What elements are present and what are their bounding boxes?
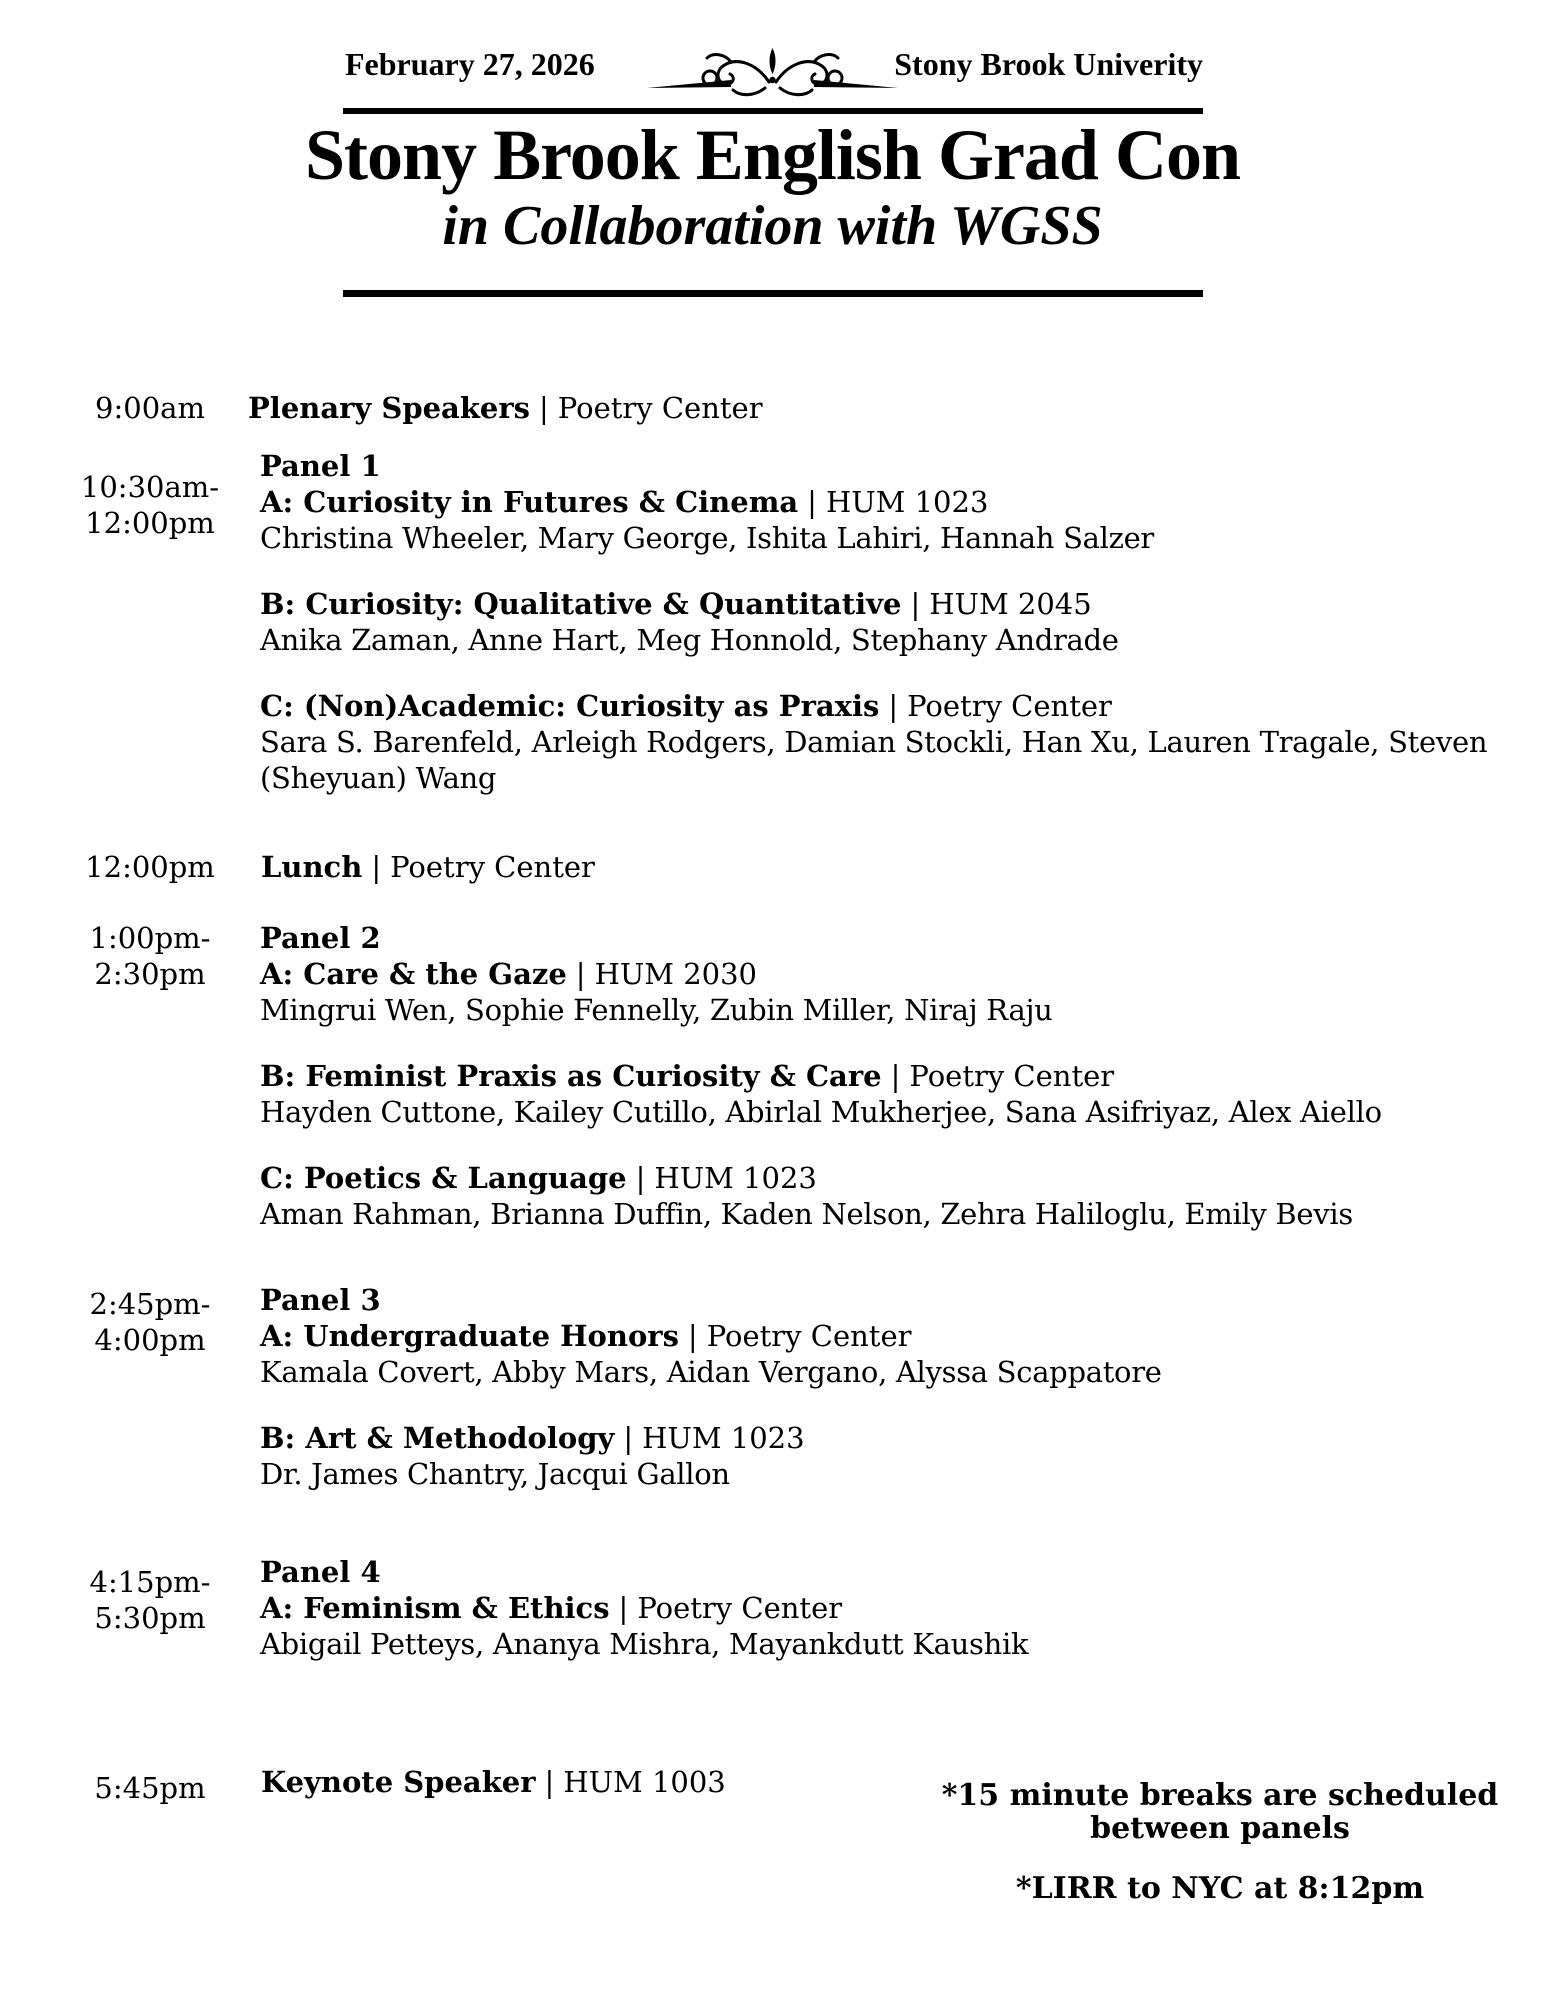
event-location: Poetry Center [390,850,595,884]
lirr-note: *LIRR to NYC at 8:12pm [1015,1871,1425,1906]
time-line: 10:30am- [80,470,220,504]
session-head [260,484,1495,520]
schedule-row-panel2 [0,920,1545,1232]
masthead-institution: Stony Brook Univerity [894,46,1203,82]
session-title: B: Curiosity: Qualitative & Quantitative [260,587,902,621]
session-title: A: Undergraduate Honors [260,1319,679,1353]
time-label [60,849,240,885]
session-location: Poetry Center [706,1319,912,1353]
breaks-note-line1: *15 minute breaks are scheduled [941,1778,1499,1813]
separator: | [544,1765,555,1799]
session-head [260,586,1495,622]
time-line: 2:30pm [94,957,206,991]
time-label [60,1564,240,1636]
session [260,586,1495,658]
event-content [261,849,1496,885]
session-speakers: Dr. James Chantry, Jacqui Gallon [260,1457,730,1491]
time-line: 5:45pm [94,1771,206,1805]
session [260,1058,1495,1130]
panel-content [260,920,1495,1232]
session [260,1590,1495,1662]
session-speakers: Mingrui Wen, Sophie Fennelly, Zubin Miller, Niraj Raju [260,993,1053,1027]
header-divider-top [343,108,1203,114]
time-line: 4:15pm- [89,1565,211,1599]
breaks-note-line2: between panels [1090,1811,1350,1846]
time-line: 12:00pm [85,850,215,884]
session-speakers: Aman Rahman, Brianna Duffin, Kaden Nelson, Zehra Haliloglu, Emily Bevis [260,1197,1353,1231]
session-title: B: Feminist Praxis as Curiosity & Care [260,1059,882,1093]
time-label [60,920,240,992]
session-head [260,1590,1495,1626]
time-label [60,390,240,426]
session [260,1420,1495,1492]
flourish-ornament-icon [645,40,900,104]
schedule-row-plenary [0,390,1545,426]
session [260,956,1495,1028]
session-title: A: Curiosity in Futures & Cinema [260,485,799,519]
schedule-row-panel3 [0,1282,1545,1492]
session-title: A: Feminism & Ethics [260,1591,610,1625]
panel-content [260,1554,1495,1662]
panel-name: Panel 3 [260,1283,381,1317]
header-divider-bottom [343,290,1203,297]
session [260,688,1495,796]
time-line: 4:00pm [94,1323,206,1357]
separator: | [618,1591,629,1625]
time-line: 9:00am [95,391,205,425]
separator: | [807,485,817,519]
session-head [260,688,1495,724]
time-line: 12:00pm [85,506,215,540]
event-location: HUM 1003 [563,1765,726,1799]
panel-name: Panel 4 [260,1555,381,1589]
session [260,484,1495,556]
session-location: Poetry Center [909,1059,1115,1093]
session-location: HUM 1023 [654,1161,817,1195]
separator: | [890,1059,901,1093]
session-location: HUM 2030 [594,957,758,991]
schedule-row-panel4 [0,1554,1545,1662]
event-content [248,390,1483,426]
event-title: Lunch [261,850,363,884]
separator: | [575,957,586,991]
time-label [60,1286,240,1358]
session-location: Poetry Center [637,1591,843,1625]
schedule-row-lunch [0,849,1545,885]
session-title: C: (Non)Academic: Curiosity as Praxis [260,689,880,723]
time-label [60,469,240,541]
session-speakers: Hayden Cuttone, Kailey Cutillo, Abirlal Mukherjee, Sana Asifriyaz, Alex Aiello [260,1095,1382,1129]
time-line: 1:00pm- [89,921,211,955]
event-location: Poetry Center [557,391,763,425]
session-title: B: Art & Methodology [260,1421,615,1455]
time-line: 2:45pm- [89,1287,211,1321]
time-line: 5:30pm [94,1601,206,1635]
session-speakers: Abigail Petteys, Ananya Mishra, Mayankdutt Kaushik [260,1627,1029,1661]
session-title: A: Care & the Gaze [260,957,567,991]
page-subtitle: in Collaboration with WGSS [442,195,1103,257]
separator: | [687,1319,698,1353]
separator: | [371,850,382,884]
session-head [260,1420,1495,1456]
masthead-date: February 27, 2026 [345,46,595,82]
session-head [260,956,1495,992]
session-head [260,1160,1495,1196]
event-title: Plenary Speakers [248,391,530,425]
separator: | [539,391,549,425]
session-location: HUM 2045 [929,587,1092,621]
session-location: Poetry Center [907,689,1112,723]
session-head [260,1318,1495,1354]
session-title: C: Poetics & Language [260,1161,627,1195]
session-location: HUM 1023 [825,485,989,519]
panel-name: Panel 2 [260,921,381,955]
separator: | [888,689,899,723]
separator: | [623,1421,634,1455]
breaks-note [915,1779,1525,1845]
session-speakers: Kamala Covert, Abby Mars, Aidan Vergano, Alyssa Scappatore [260,1355,1162,1389]
separator: | [910,587,921,621]
panel-content [260,448,1495,796]
page-title: Stony Brook English Grad Con [305,115,1240,195]
time-label [60,1770,240,1806]
separator: | [635,1161,646,1195]
session-speakers: Christina Wheeler, Mary George, Ishita Lahiri, Hannah Salzer [260,521,1154,555]
session-location: HUM 1023 [642,1421,805,1455]
schedule-row-panel1 [0,448,1545,796]
session-head [260,1058,1495,1094]
session-speakers: Anika Zaman, Anne Hart, Meg Honnold, Stephany Andrade [260,623,1119,657]
session-speakers: Sara S. Barenfeld, Arleigh Rodgers, Damian Stockli, Han Xu, Lauren Tragale, Steven (Sheyuan) Wang [260,725,1488,795]
panel-content [260,1282,1495,1492]
event-title: Keynote Speaker [261,1765,536,1799]
panel-name: Panel 1 [260,449,381,483]
session [260,1160,1495,1232]
session [260,1318,1495,1390]
